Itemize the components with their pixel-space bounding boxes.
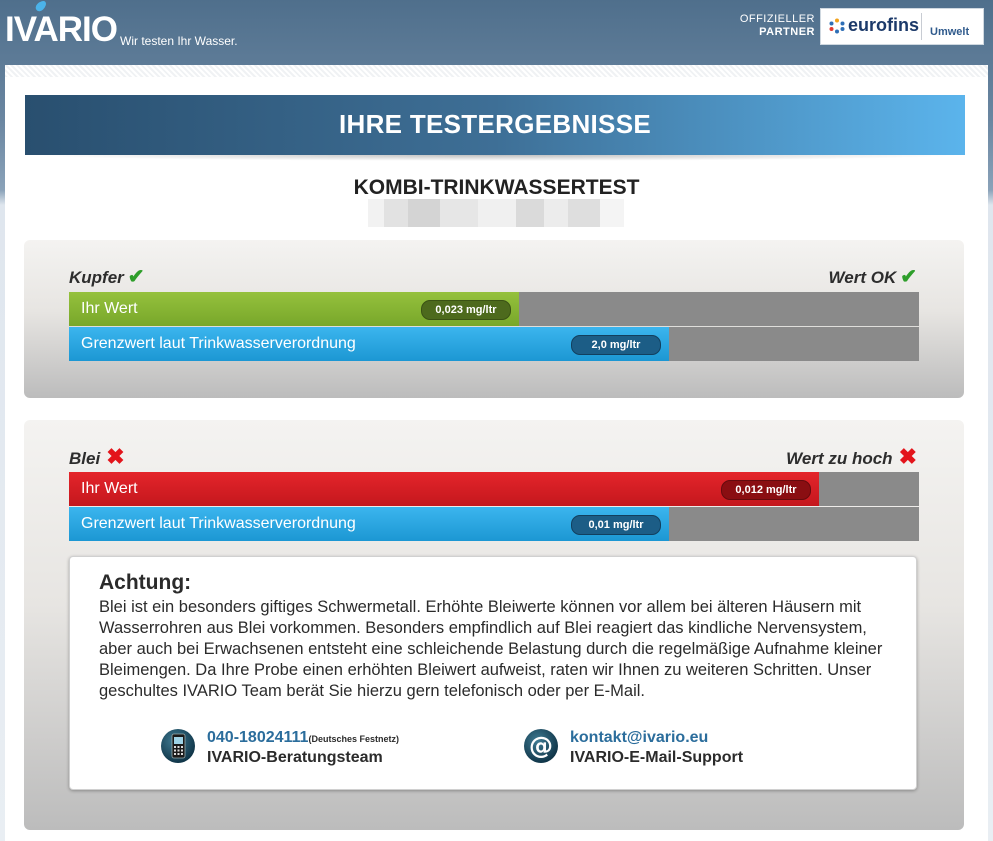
phone-note: (Deutsches Festnetz) <box>308 734 399 744</box>
element-label: Blei <box>69 449 101 468</box>
at-sign-icon <box>524 729 558 763</box>
checkmark-icon: ✔ <box>127 266 145 288</box>
status-label: Wert zu hoch <box>786 449 893 468</box>
element-name <box>69 264 145 289</box>
phone-label: IVARIO-Beratungsteam <box>207 749 383 766</box>
phone-link[interactable]: 040-18024111 <box>207 729 309 746</box>
eurofins-division: Umwelt <box>930 26 970 38</box>
email-link[interactable]: kontakt@ivario.eu <box>570 729 709 746</box>
your-value-fill <box>69 472 819 506</box>
your-value-bar <box>69 472 919 506</box>
eurofins-name: eurofins <box>848 15 920 35</box>
cross-icon: ✖ <box>106 444 125 469</box>
result-status <box>786 444 917 470</box>
limit-fill <box>69 327 669 361</box>
your-value-label: Ihr Wert <box>81 480 138 497</box>
results-panel <box>5 65 988 841</box>
tagline: Wir testen Ihr Wasser. <box>120 34 238 48</box>
your-value-fill <box>69 292 519 326</box>
your-value-bar <box>69 292 919 326</box>
email-line <box>570 729 708 747</box>
checkmark-icon: ✔ <box>900 266 917 288</box>
limit-label: Grenzwert laut Trinkwasserverordnung <box>81 515 356 532</box>
element-label: Kupfer <box>69 268 124 287</box>
cross-icon: ✖ <box>898 444 917 469</box>
warning-box <box>69 556 917 790</box>
mobile-phone-icon <box>161 729 195 763</box>
limit-bar <box>69 327 919 361</box>
status-label: Wert OK <box>828 268 897 287</box>
redacted-subtitle <box>368 199 624 227</box>
your-value-badge: 0,023 mg/ltr <box>421 300 511 320</box>
site-header <box>0 0 993 62</box>
email-label: IVARIO-E-Mail-Support <box>570 749 744 766</box>
warning-text: Blei ist ein besonders giftiges Schwermetall. Erhöhte Bleiwerte können vor allem bei älteren Häusern mit Wasserrohren aus Blei vorkommen. Besonders empfindlich auf Blei reagiert das kindliche Nervensystem, aber auch bei Erwachsenen entsteht eine schleichende Belastung durch die regelmäßige Aufnahme kleiner Bleimengen. Da Ihre Probe einen erhöhten Bleiwert aufweist, raten wir Ihnen zu weiteren Schritten. Unser geschultes IVARIO Team berät Sie hierzu gern telefonisch oder per E-Mail. <box>99 598 883 700</box>
eurofins-logo[interactable] <box>820 8 984 45</box>
result-card-kupfer <box>24 240 964 398</box>
partner-caption-line1: OFFIZIELLER <box>739 13 815 25</box>
result-card-blei <box>24 420 964 830</box>
element-name <box>69 444 125 470</box>
your-value-label: Ihr Wert <box>81 300 138 317</box>
ivario-logo[interactable]: IVARIO <box>5 10 117 49</box>
limit-fill <box>69 507 669 541</box>
phone-line <box>207 729 399 747</box>
partner-caption-line2: PARTNER <box>759 26 815 38</box>
eurofins-dots-icon <box>829 18 845 34</box>
limit-bar <box>69 507 919 541</box>
partner-caption <box>740 13 815 39</box>
eurofins-divider <box>921 13 922 40</box>
your-value-badge: 0,012 mg/ltr <box>721 480 811 500</box>
result-status <box>829 264 917 289</box>
banner-title: IHRE TESTERGEBNISSE <box>339 109 651 139</box>
banner-shadow <box>25 155 965 161</box>
test-title: KOMBI-TRINKWASSERTEST <box>353 176 640 199</box>
warning-title: Achtung: <box>99 571 192 594</box>
limit-badge: 2,0 mg/ltr <box>571 335 661 355</box>
limit-label: Grenzwert laut Trinkwasserverordnung <box>81 335 356 352</box>
limit-badge: 0,01 mg/ltr <box>571 515 661 535</box>
svg-text:@: @ <box>529 732 553 760</box>
results-banner <box>25 95 965 155</box>
panel-top-pattern <box>5 65 988 77</box>
